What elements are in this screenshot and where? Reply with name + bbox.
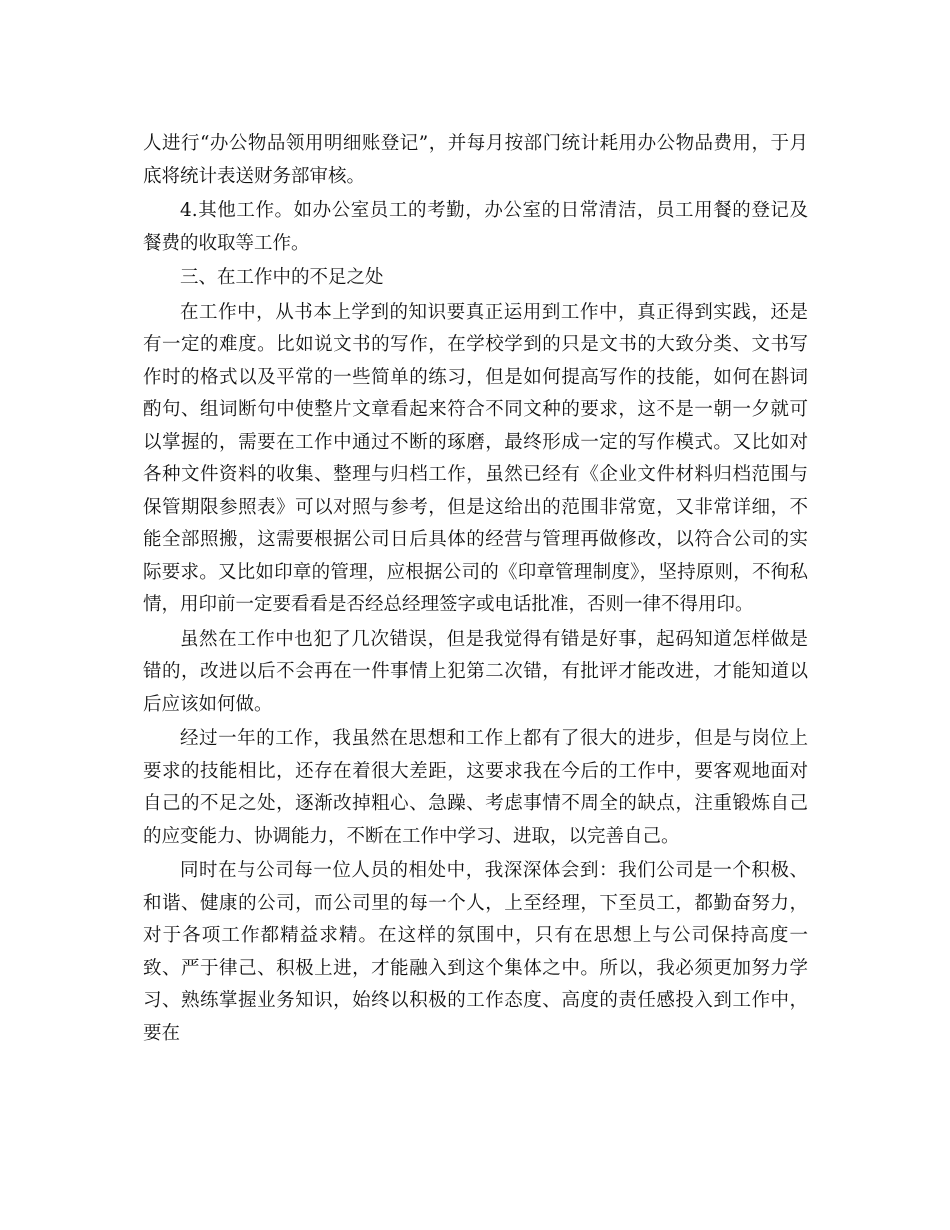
paragraph-other-work: 4.其他工作。如办公室员工的考勤，办公室的日常清洁，员工用餐的登记及餐费的收取等工作。 [143, 200, 808, 254]
section-heading-shortcomings: 三、在工作中的不足之处 [180, 267, 384, 288]
paragraph-continuation: 人进行“办公物品领用明细账登记”，并每月按部门统计耗用办公物品费用，于月底将统计表送财务部审核。 [143, 133, 808, 187]
paragraph-progress: 经过一年的工作，我虽然在思想和工作上都有了很大的进步，但是与岗位上要求的技能相比，还存在着很大差距，这要求我在今后的工作中，要客观地面对自己的不足之处，逐渐改掉粗心、急躁、考虑事情不周全的缺点，注重锻炼自己的应变能力、协调能力，不断在工作中学习、进取，以完善自己。 [143, 728, 808, 847]
document-body [143, 128, 808, 1050]
paragraph-company-atmosphere: 同时在与公司每一位人员的相处中，我深深体会到：我们公司是一个积极、和谐、健康的公司，而公司里的每一个人，上至经理，下至员工，都勤奋努力，对于各项工作都精益求精。在这样的氛围中，只有在思想上与公司保持高度一致、严于律己、积极上进，才能融入到这个集体之中。所以，我必须更加努力学习、熟练掌握业务知识，始终以积极的工作态度、高度的责任感投入到工作中，要在 [143, 860, 808, 1044]
paragraph-mistakes: 虽然在工作中也犯了几次错误，但是我觉得有错是好事，起码知道怎样做是错的，改进以后不会再在一件事情上犯第二次错，有批评才能改进，才能知道以后应该如何做。 [143, 628, 808, 715]
paragraph-practice-difficulty: 在工作中，从书本上学到的知识要真正运用到工作中，真正得到实践，还是有一定的难度。比如说文书的写作，在学校学到的只是文书的大致分类、文书写作时的格式以及平常的一些简单的练习，但是如何提高写作的技能，如何在斟词酌句、组词断句中使整片文章看起来符合不同文种的要求，这不是一朝一夕就可以掌握的，需要在工作中通过不断的琢磨，最终形成一定的写作模式。又比如对各种文件资料的收集、整理与归档工作，虽然已经有《企业文件材料归档范围与保管期限参照表》可以对照与参考，但是这给出的范围非常宽，又非常详细，不能全部照搬，这需要根据公司日后具体的经营与管理再做修改，以符合公司的实际要求。又比如印章的管理，应根据公司的《印章管理制度》，坚持原则，不徇私情，用印前一定要看看是否经总经理签字或电话批准，否则一律不得用印。 [143, 301, 808, 615]
